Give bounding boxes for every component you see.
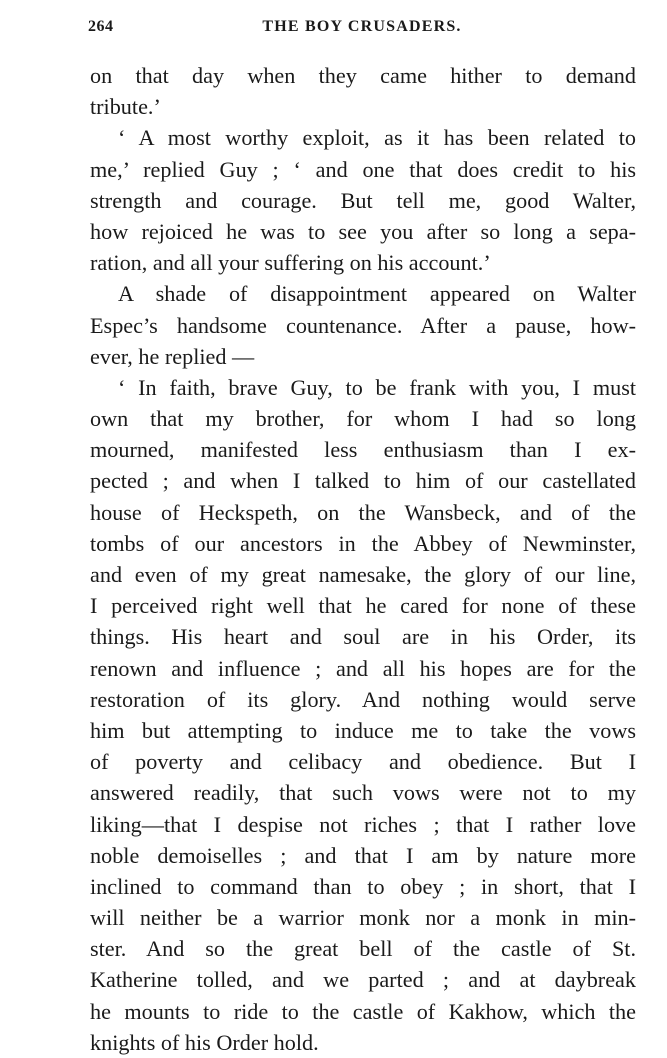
text-line: pected ; and when I talked to him of our castellated — [90, 468, 636, 494]
text-line: ster. And so the great bell of the castle of St. — [90, 936, 636, 962]
text-line: him but attempting to induce me to take the vows — [90, 717, 636, 743]
text-line: renown and influence ; and all his hopes are for the — [90, 655, 636, 681]
text-line: on that day when they came hither to demand — [90, 63, 636, 88]
text-line: A shade of disappointment appeared on Walter — [118, 281, 636, 307]
text-line: ever, he replied — — [90, 343, 255, 369]
text-line: how rejoiced he was to see you after so long a sepa- — [90, 218, 636, 244]
text-line: knights of his Order hold. — [90, 1029, 319, 1055]
text-line: restoration of its glory. And nothing would serve — [90, 686, 636, 712]
text-line: and even of my great namesake, the glory of our line, — [90, 562, 636, 587]
text-line: will neither be a warrior monk nor a monk in min- — [90, 905, 636, 931]
text-line: inclined to command than to obey ; in short, that I — [90, 873, 636, 899]
text-line: of poverty and celibacy and obedience. But I — [90, 749, 636, 775]
text-line: own that my brother, for whom I had so long — [90, 406, 636, 432]
text-line: house of Heckspeth, on the Wansbeck, and of the — [90, 499, 636, 525]
text-line: answered readily, that such vows were not to my — [90, 780, 636, 806]
text-line: liking—that I despise not riches ; that I rather love — [90, 811, 636, 837]
text-line: ration, and all your suffering on his account.’ — [90, 250, 491, 276]
page-header — [88, 16, 636, 44]
text-line: he mounts to ride to the castle of Kakhow, which the — [90, 998, 636, 1024]
text-line: noble demoiselles ; and that I am by nature more — [90, 842, 636, 868]
text-line: Katherine tolled, and we parted ; and at daybreak — [90, 967, 636, 993]
text-line: tombs of our ancestors in the Abbey of Newminster, — [90, 530, 636, 556]
text-line: tribute.’ — [90, 94, 161, 120]
text-line: ‘ A most worthy exploit, as it has been related to — [118, 125, 636, 151]
text-line: things. His heart and soul are in his Order, its — [90, 624, 636, 650]
running-title: THE BOY CRUSADERS. — [262, 18, 462, 35]
text-line: mourned, manifested less enthusiasm than I ex- — [90, 437, 636, 463]
body-text — [90, 60, 636, 1058]
text-line: I perceived right well that he cared for none of these — [90, 593, 636, 619]
text-line: strength and courage. But tell me, good Walter, — [90, 187, 636, 213]
text-line: me,’ replied Guy ; ‘ and one that does credit to his — [90, 156, 636, 182]
page-number: 264 — [88, 18, 114, 35]
text-line: Espec’s handsome countenance. After a pause, how- — [90, 312, 636, 338]
text-line: ‘ In faith, brave Guy, to be frank with you, I must — [118, 374, 636, 400]
